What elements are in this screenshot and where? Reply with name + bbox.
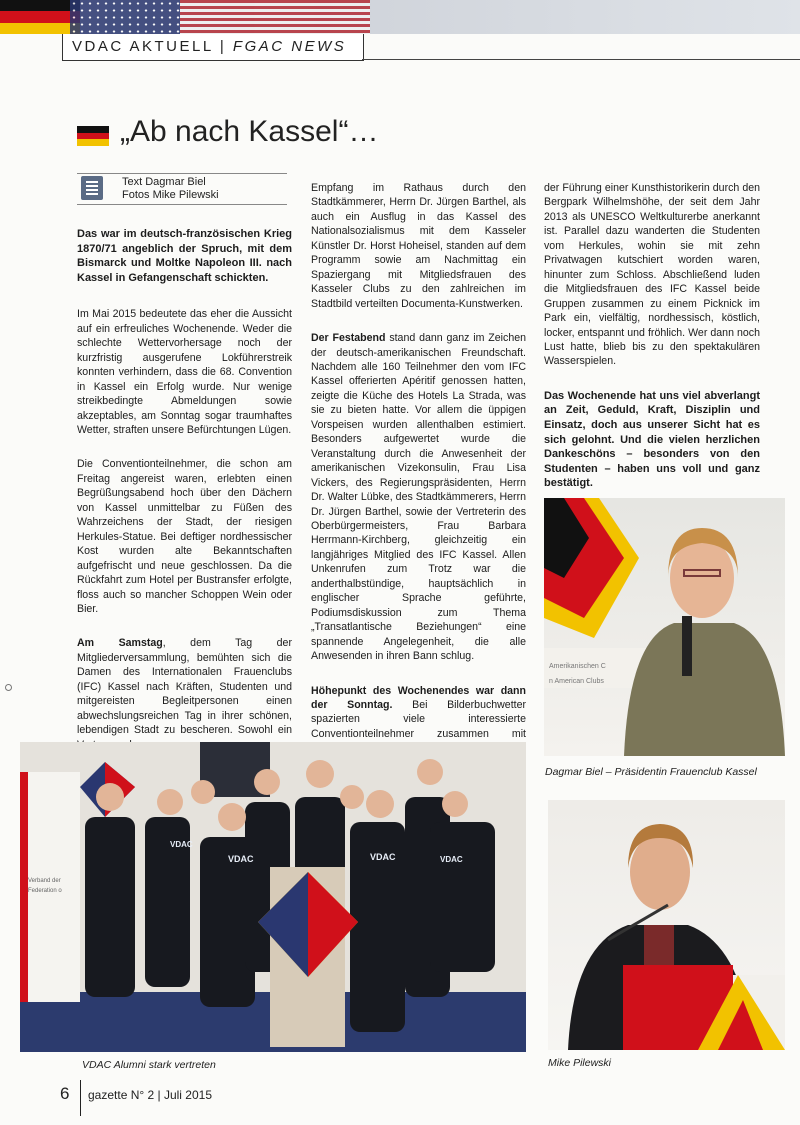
document-icon [81, 176, 103, 200]
text-run: stand dann ganz im Zeichen der deutsch-amerikanischen Freundschaft. Nachdem alle 160 Teilnehmer den vom IFC Kassel offerierten Apéritif genossen hatten, zeigte die Küche des Hotels La Strada, was sie zu bieten hatte. Vor allem die üppigen Vorspeisen wurden allenthalben estimiert. Besonders aufgewertet wurde die Veranstaltung durch die Anwesenheit der amerikanischen Vizekonsulin, Frau Lisa Vickers, des Regierungspräsidenten, Herrn Dr. Walter Lübke, des Stadtkämmerers, Herrn Dr. Jürgen Barthel, sowie der Vertreterin des Oberbürgermeisters, Frau Barbara Herrmann-Kirchberg, gleichzeitig ein langjähriges Mitglied des IFC Kassel. Allen Unkenrufen zum Trotz war die anderthalbstündige, hauptsächlich in englischer Sprache geführte, Podiumsdiskussion zum Thema „Transatlantische Beziehungen“ eine spannende Angelegenheit, die alle Anwesenden in ihren Bann schlug. [311, 332, 526, 663]
banner-text: n American Clubs [549, 678, 604, 685]
publication-info: gazette N° 2 | Juli 2015 [88, 1088, 212, 1102]
credit-photos: Fotos Mike Pilewski [122, 189, 219, 201]
caption-group: VDAC Alumni stark vertreten [82, 1059, 216, 1071]
footer-rule [80, 1080, 81, 1116]
paragraph: Die Conventionteilnehmer, die schon am Freitag angereist waren, erlebten einen Begrüßungsabend hoch über den Dächern von Kassel unmittelbar zu Füßen des Wahrzeichens der Stadt, der riesigen Herkules-Statue. Bei deftiger nordhessischer Kost wurden alte Bekanntschaften aufgefrischt und neue geschlossen. Da die Rückfahrt zum Hotel per Bustransfer erfolgte, floss auch so mancher Schoppen Wein oder Bier. [77, 458, 292, 615]
photo-group [20, 742, 526, 1052]
photo-dagmar-biel [544, 498, 785, 756]
section-header [72, 38, 346, 55]
photo-mike-pilewski [548, 800, 785, 1050]
banner-text: Verband der [28, 878, 61, 884]
bold-run: Der Festabend [311, 332, 386, 345]
text-run: Bei Bilderbuchwetter spazierten viele interessierte Conventionteilnehmer zusammen mit [311, 698, 526, 740]
paragraph [311, 331, 526, 663]
bold-run: Am Samstag [77, 637, 163, 650]
banner-text: Amerikanischen C [549, 663, 606, 670]
paragraph: der Führung einer Kunsthistorikerin durch den Bergpark Wilhelmshöhe, der seit dem Jahr 2013 als UNESCO Weltkulturerbe anerkannt ist. Parallel dazu wanderten die Studenten vom Herkules, wohin sie mit zehn Privatwagen kutschiert worden waren, hinunter zum Schloss. Abschließend luden die Mitgliedsfrauen des IFC Kassel beide Gruppen zusammen zu einem Picknick im Park ein, vielfältig, nordhessisch, köstlich, locker, entspannt und fröhlich. Wer dann noch Lust hatte, blieb bis zu den spektakulären Wasserspielen. [544, 182, 760, 368]
section-separator: | [219, 38, 227, 55]
top-banner [0, 0, 800, 34]
text-run: , dem Tag der Mitgliederversammlung, bemühten sich die Damen des Internationalen Frauenclubs (IFC) Kassel nach Kräften, Studenten und mitgereisten Begleitpersonen einen abwechslungsreichen Tag in ihrer schönen, lebendigen Stadt zu bescheren. Sowohl ein [77, 637, 292, 737]
column-2 [311, 181, 526, 770]
column-1 [77, 227, 292, 766]
shirt-text: VDAC [370, 852, 396, 862]
article-title: „Ab nach Kassel“… [120, 115, 379, 148]
caption-pilewski: Mike Pilewski [548, 1057, 612, 1069]
german-flag-icon [77, 126, 109, 146]
us-flag-strip [70, 0, 370, 34]
lead-paragraph: Das war im deutsch-französischen Krieg 1870/71 angeblich der Spruch, mit dem Bismarck und Moltke Napoleon III. nach Kassel in Gefangenschaft schickten. [77, 228, 292, 284]
shirt-text: VDAC [170, 840, 193, 849]
caption-biel: Dagmar Biel – Präsidentin Frauenclub Kassel [545, 766, 757, 778]
paragraph: Empfang im Rathaus durch den Stadtkämmerer, Herrn Dr. Jürgen Barthel, als auch ein Ausflug in das Kassel des Nationalsozialismus mit dem Kasseler Künstler Dr. Horst Hoheisel, standen auf dem Programm sowie am Nachmittag ein Spaziergang mit Mitgliedsfrauen des Kasseler Clubs zu den zahlreichen im Stadtbild verteilten Documenta-Kunstwerken. [311, 182, 526, 310]
shirt-text: VDAC [440, 855, 463, 864]
paragraph [77, 636, 292, 752]
credit-text: Text Dagmar Biel [122, 176, 206, 188]
shirt-text: VDAC [228, 854, 254, 864]
page-number: 6 [60, 1084, 70, 1103]
column-3 [544, 181, 760, 505]
paragraph: Im Mai 2015 bedeutete das eher die Aussicht auf ein erfreuliches Wochenende. Weder die schlechte Wettervorhersage noch der kurzfristig ausgerufene Lokführerstreik konnten verhindern, dass die 68. Convention in Kassel ein Erfolg wurde. Nur wenige streikbedingte Abmeldungen sowie akzeptables, am Sonntag sogar traumhaftes Wetter, straften unsere Befürchtungen Lügen. [77, 308, 292, 436]
german-flag-strip [0, 0, 80, 34]
scan-artifact [5, 684, 12, 691]
bold-run: Höhepunkt des Wochenendes war dann der Sonntag. [311, 684, 526, 711]
section-a: VDAC AKTUELL [72, 38, 214, 55]
header-rule [362, 59, 800, 60]
closing-paragraph: Das Wochenende hat uns viel abverlangt an Zeit, Geduld, Kraft, Disziplin und Einsatz, doch aus unserer Sicht hat es sich gelohnt. Und die vielen herzlichen Dankeschöns – besonders von den Studenten – haben uns voll und ganz bestätigt. [544, 389, 760, 490]
banner-text: Federation o [28, 888, 62, 894]
section-b: FGAC NEWS [232, 38, 347, 55]
